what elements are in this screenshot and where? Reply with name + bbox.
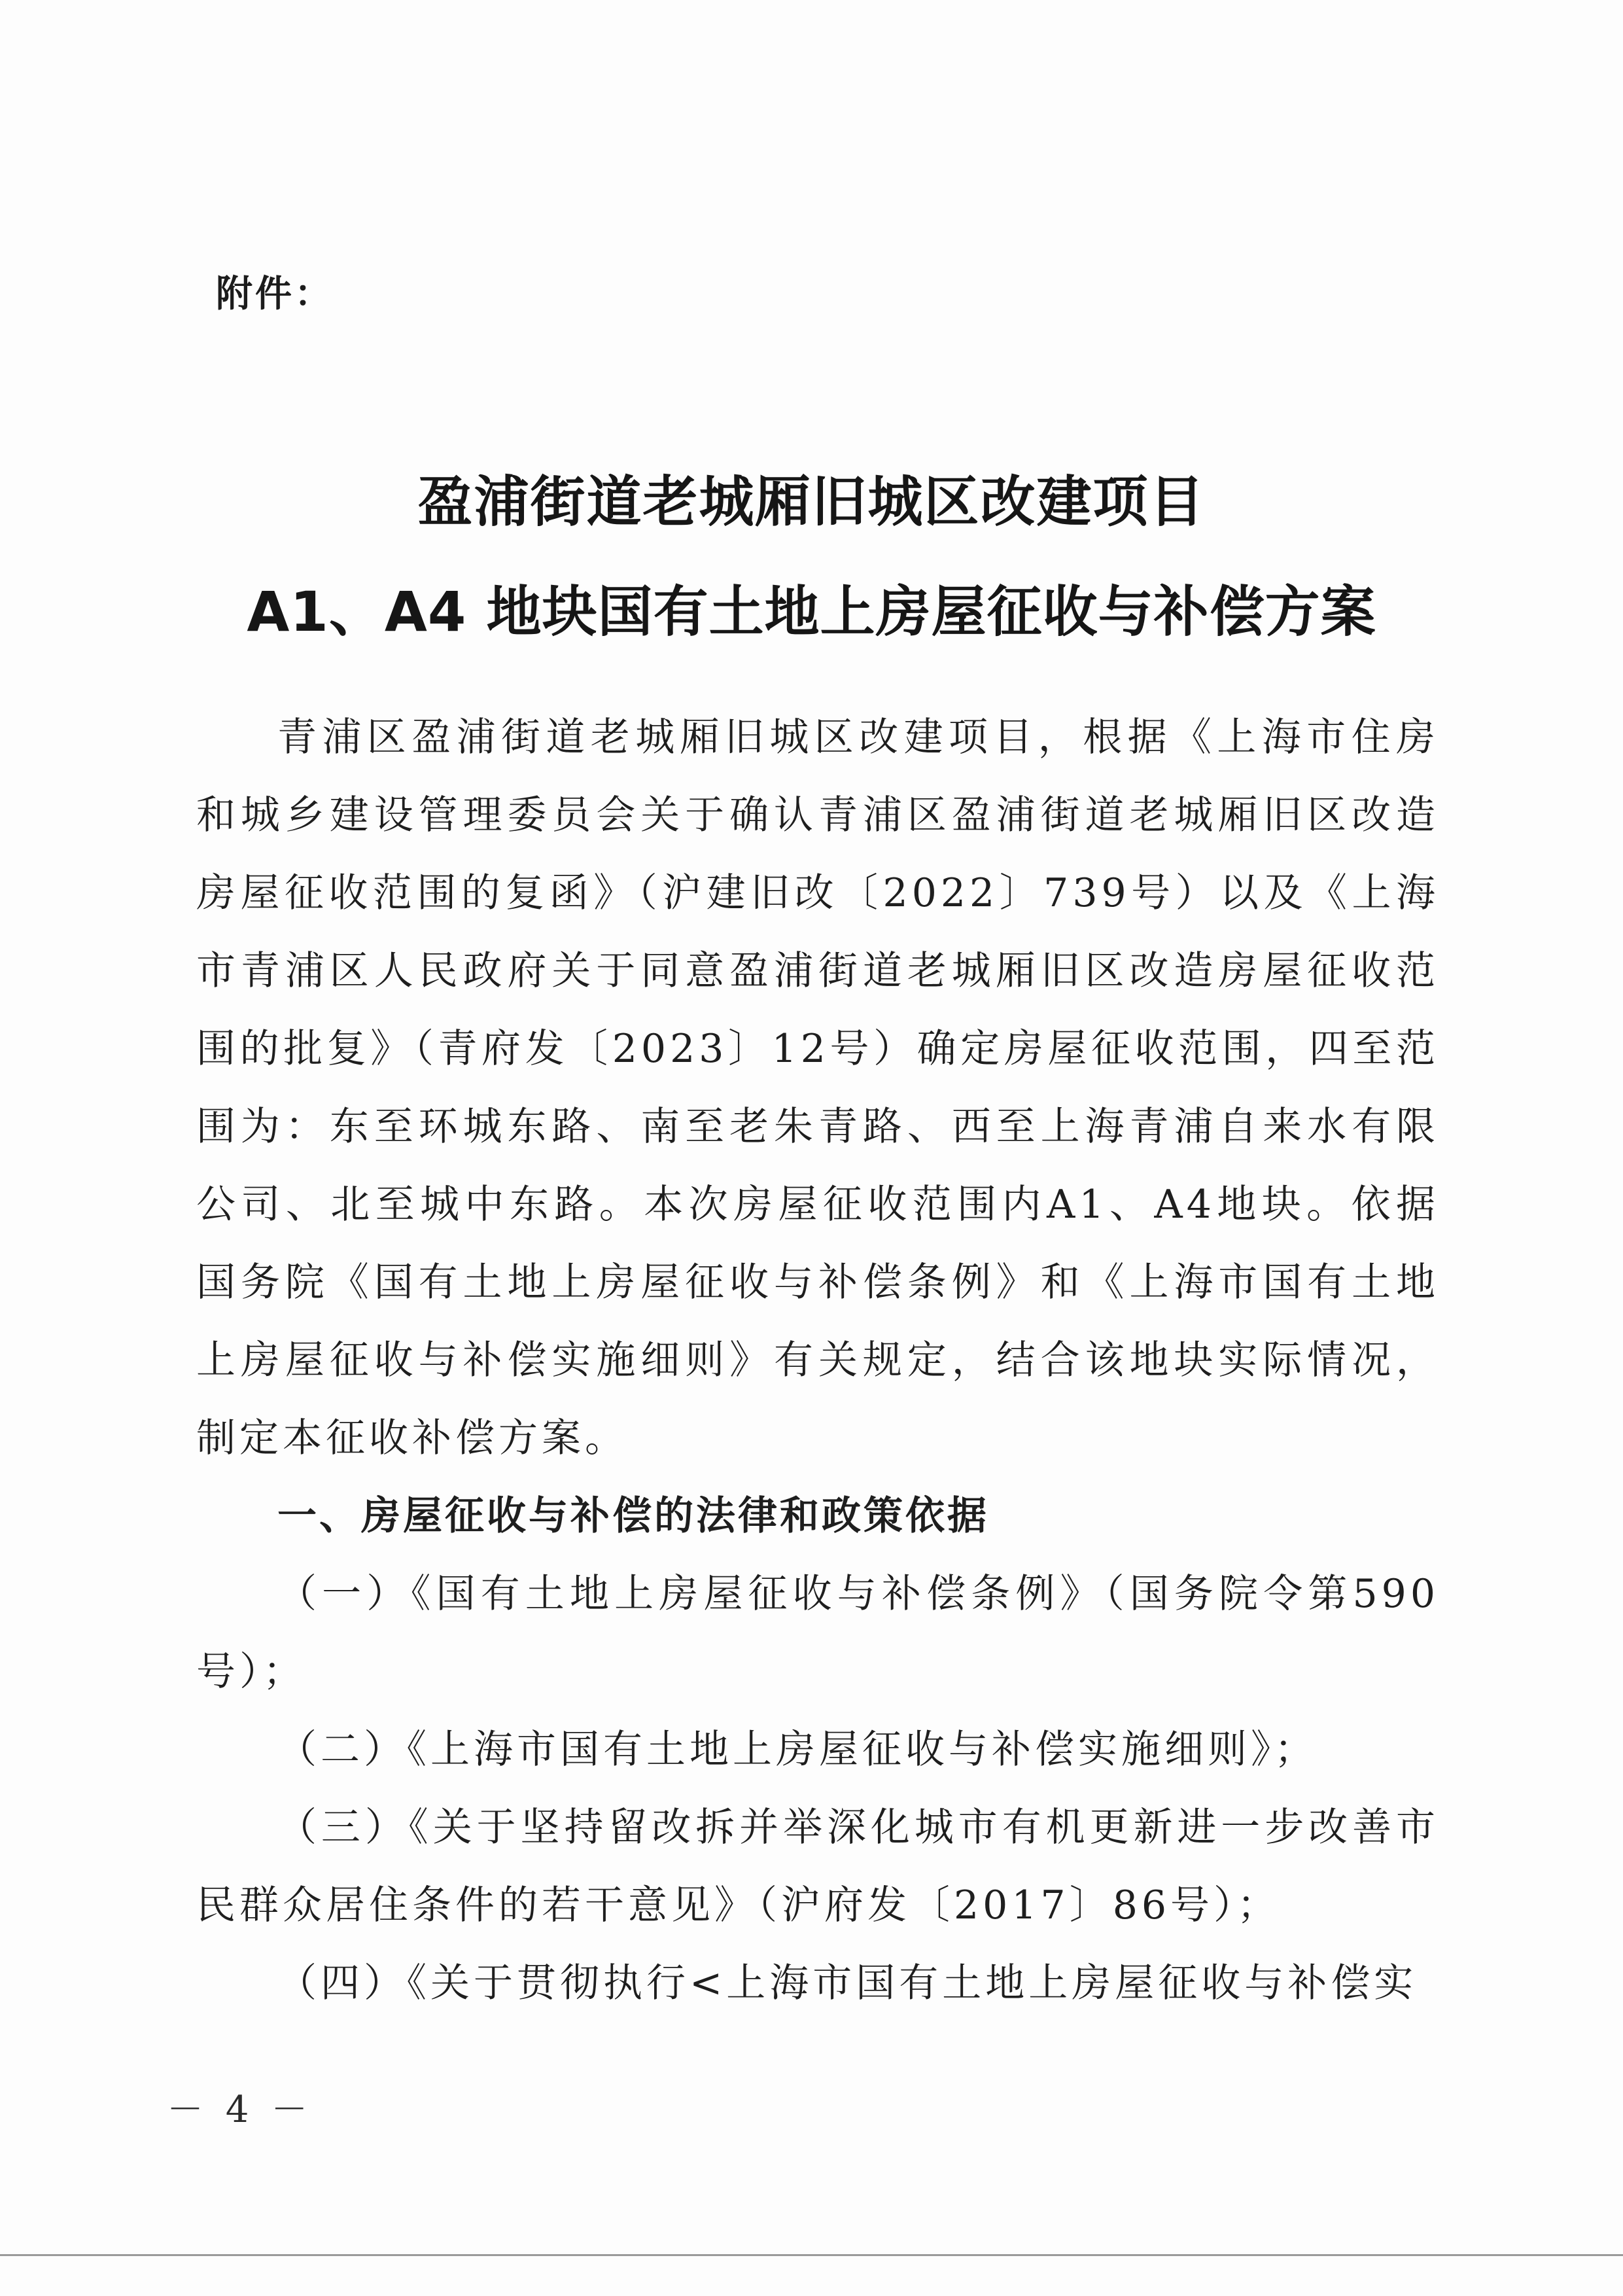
attachment-label: 附件： <box>216 273 334 315</box>
page-number: － 4 － <box>167 2089 313 2131</box>
basis-item-4: （四）《关于贯彻执行<上海市国有土地上房屋征收与补偿实 <box>277 1960 1418 2006</box>
bottom-divider <box>0 2254 1623 2256</box>
document-body <box>196 699 1439 2022</box>
basis-item-2: （二）《上海市国有土地上房屋征收与补偿实施细则》； <box>277 1727 1318 1773</box>
basis-item-3: （三）《关于坚持留改拆并举深化城市有机更新进一步改善市民群众居住条件的若干意见》（沪府发〔2017〕86号）； <box>196 1805 1439 1928</box>
document-title-line2: A1、A4 地块国有土地上房屋征收与补偿方案 <box>247 580 1376 644</box>
intro-paragraph: 青浦区盈浦街道老城厢旧城区改建项目，根据《上海市住房和城乡建设管理委员会关于确认青浦区盈浦街道老城厢旧区改造房屋征收范围的复函》（沪建旧改〔2022〕739号）以及《上海市青浦区人民政府关于同意盈浦街道老城厢旧区改造房屋征收范围的批复》（青府发〔2023〕12号）确定房屋征收范围，四至范围为：东至环城东路、南至老朱青路、西至上海青浦自来水有限公司、北至城中东路。本次房屋征收范围内A1、A4地块。依据国务院《国有土地上房屋征收与补偿条例》和《上海市国有土地上房屋征收与补偿实施细则》有关规定，结合该地块实际情况，制定本征收补偿方案。 <box>196 715 1439 1461</box>
basis-item-1: （一）《国有土地上房屋征收与补偿条例》（国务院令第590号）； <box>196 1571 1439 1695</box>
section-heading: 一、房屋征收与补偿的法律和政策依据 <box>277 1493 989 1539</box>
document-title-line1: 盈浦街道老城厢旧城区改建项目 <box>417 470 1206 534</box>
